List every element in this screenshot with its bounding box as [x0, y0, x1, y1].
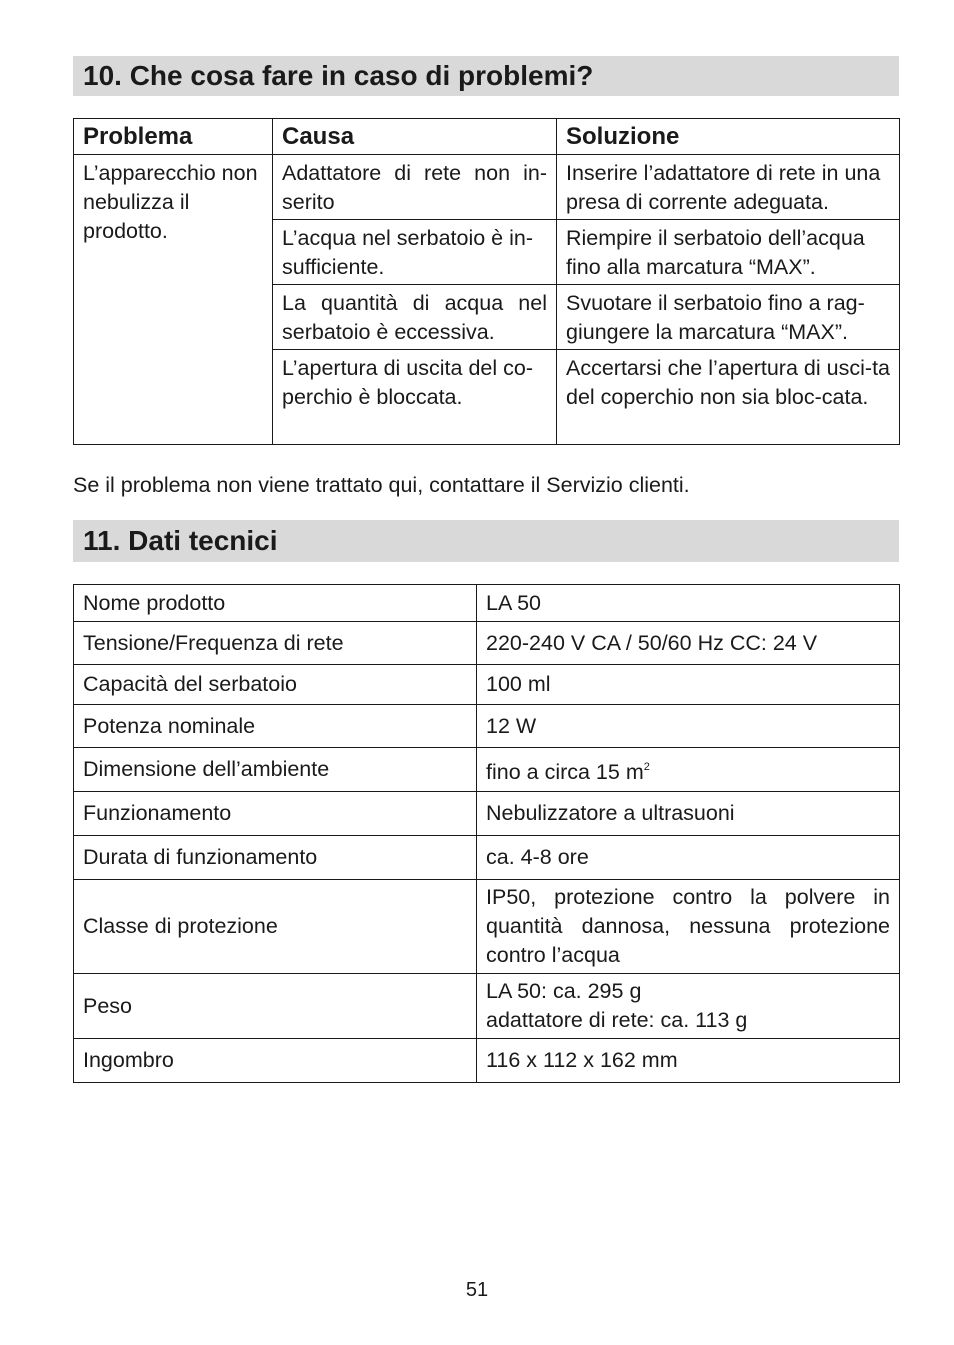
section-title-technical-data: 11. Dati tecnici: [73, 520, 899, 562]
table-row: [74, 974, 900, 1039]
spec-label: Dimensione dell’ambiente: [74, 748, 477, 792]
spec-label: Peso: [74, 974, 477, 1039]
table-header-row: [74, 119, 900, 155]
solution-cell: Svuotare il serbatoio fino a rag-giungere la marcatura “MAX”.: [557, 285, 900, 350]
cause-cell: L’acqua nel serbatoio è in-sufficiente.: [273, 220, 557, 285]
spec-label: Capacità del serbatoio: [74, 665, 477, 705]
table-row: [74, 1039, 900, 1083]
spec-value: 100 ml: [477, 665, 900, 705]
page-number: 51: [465, 1279, 489, 1301]
spec-value: ca. 4-8 ore: [477, 836, 900, 880]
problem-cell: L’apparecchio non nebulizza il prodotto.: [74, 155, 273, 445]
solution-cell: Inserire l’adattatore di rete in una presa di corrente adeguata.: [557, 155, 900, 220]
spec-label: Durata di funzionamento: [74, 836, 477, 880]
table-row: [74, 665, 900, 705]
spec-value: [477, 974, 900, 1039]
spec-value: 116 x 112 x 162 mm: [477, 1039, 900, 1083]
cause-cell: La quantità di acqua nel serbatoio è eccessiva.: [273, 285, 557, 350]
service-note: Se il problema non viene trattato qui, contattare il Servizio clienti.: [73, 473, 690, 497]
column-header-solution: Soluzione: [557, 119, 900, 155]
spec-label: Nome prodotto: [74, 585, 477, 622]
spec-label: Funzionamento: [74, 792, 477, 836]
spec-value: 12 W: [477, 705, 900, 748]
spec-label: Tensione/Frequenza di rete: [74, 622, 477, 665]
spec-value: Nebulizzatore a ultrasuoni: [477, 792, 900, 836]
table-row: [74, 792, 900, 836]
spec-value-line: adattatore di rete: ca. 113 g: [486, 1008, 748, 1032]
spec-value-text: fino a circa 15 m: [486, 759, 644, 784]
spec-value: 220-240 V CA / 50/60 Hz CC: 24 V: [477, 622, 900, 665]
table-row: [74, 880, 900, 974]
spec-label: Classe di protezione: [74, 880, 477, 974]
troubleshooting-table: [73, 118, 900, 445]
table-row: [74, 585, 900, 622]
cause-cell: Adattatore di rete non in-serito: [273, 155, 557, 220]
solution-cell: Accertarsi che l’apertura di usci-ta del coperchio non sia bloc-cata.: [557, 350, 900, 445]
spec-value-line: LA 50: ca. 295 g: [486, 979, 642, 1003]
technical-data-table: [73, 584, 900, 1083]
table-row: [74, 705, 900, 748]
spec-label: Potenza nominale: [74, 705, 477, 748]
column-header-cause: Causa: [273, 119, 557, 155]
spec-value: IP50, protezione contro la polvere in quantità dannosa, nessuna protezione contro l’acqua: [477, 880, 900, 974]
solution-cell: Riempire il serbatoio dell’acqua fino alla marcatura “MAX”.: [557, 220, 900, 285]
column-header-problem: Problema: [74, 119, 273, 155]
section-title-troubleshooting: 10. Che cosa fare in caso di problemi?: [73, 56, 899, 96]
spec-value: LA 50: [477, 585, 900, 622]
table-row: [74, 836, 900, 880]
cause-cell: L’apertura di uscita del co-perchio è bloccata.: [273, 350, 557, 445]
spec-value: [477, 748, 900, 792]
table-row: [74, 155, 900, 220]
spec-label: Ingombro: [74, 1039, 477, 1083]
table-row: [74, 622, 900, 665]
table-row: [74, 748, 900, 792]
superscript: 2: [643, 760, 650, 773]
